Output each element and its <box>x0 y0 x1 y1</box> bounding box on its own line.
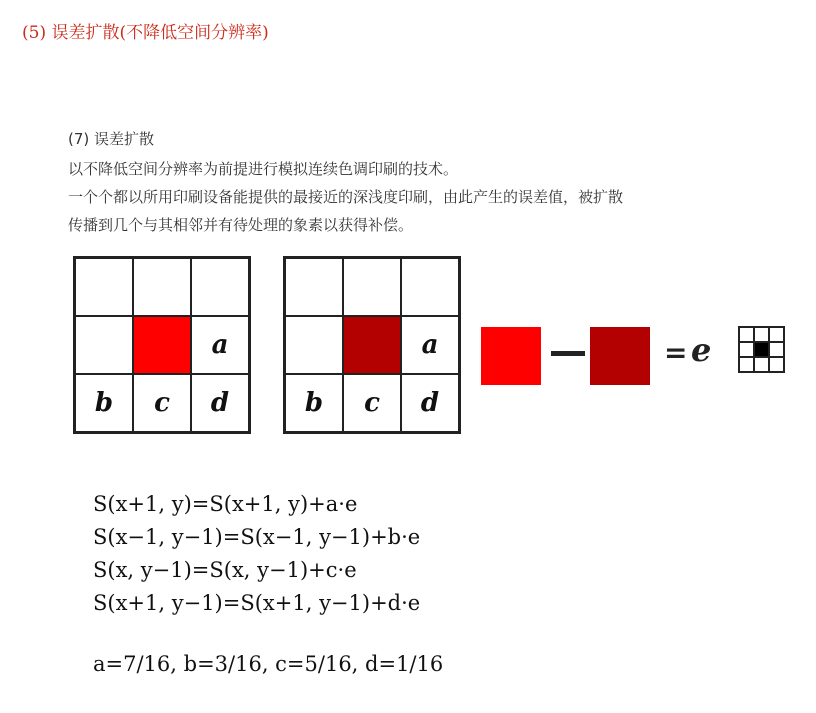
grid-cell-c: c <box>343 374 401 432</box>
diffusion-grid-original <box>73 256 251 434</box>
current-pixel-original <box>133 316 191 374</box>
diffusion-grid-printed <box>283 256 461 434</box>
grid-cell <box>75 316 133 374</box>
grid-cell <box>75 258 133 316</box>
equals-sign: = <box>664 336 688 369</box>
grid-cell <box>133 258 191 316</box>
grid-cell-d: d <box>401 374 459 432</box>
equation-c: S(x, y−1)=S(x, y−1)+c·e <box>93 558 357 582</box>
grid-cell-a: a <box>401 316 459 374</box>
coefficients: a=7/16, b=3/16, c=5/16, d=1/16 <box>93 652 444 676</box>
grid-cell-b: b <box>75 374 133 432</box>
grid-cell <box>285 316 343 374</box>
grid-cell-b: b <box>285 374 343 432</box>
grid-cell <box>191 258 249 316</box>
current-pixel-printed <box>343 316 401 374</box>
original-color-swatch <box>481 327 541 385</box>
grid-cell-a: a <box>191 316 249 374</box>
grid-cell <box>285 258 343 316</box>
subsection-title: (7) 误差扩散 <box>68 130 155 148</box>
description-line-3: 传播到几个与其相邻并有待处理的象素以获得补偿。 <box>68 216 414 234</box>
description-line-2: 一个个都以所用印刷设备能提供的最接近的深浅度印刷，由此产生的误差值，被扩散 <box>68 188 624 206</box>
equation-a: S(x+1, y)=S(x+1, y)+a·e <box>93 492 358 516</box>
grid-cell-d: d <box>191 374 249 432</box>
equation-b: S(x−1, y−1)=S(x−1, y−1)+b·e <box>93 525 421 549</box>
grid-cell <box>343 258 401 316</box>
printed-color-swatch <box>590 327 650 385</box>
equation-d: S(x+1, y−1)=S(x+1, y−1)+d·e <box>93 591 421 615</box>
error-kernel-icon <box>738 326 785 373</box>
error-variable: e <box>691 331 712 369</box>
minus-sign <box>551 351 585 356</box>
grid-cell <box>401 258 459 316</box>
description-line-1: 以不降低空间分辨率为前提进行模拟连续色调印刷的技术。 <box>68 160 459 178</box>
grid-cell-c: c <box>133 374 191 432</box>
section-header: (5) 误差扩散(不降低空间分辨率) <box>22 23 269 43</box>
